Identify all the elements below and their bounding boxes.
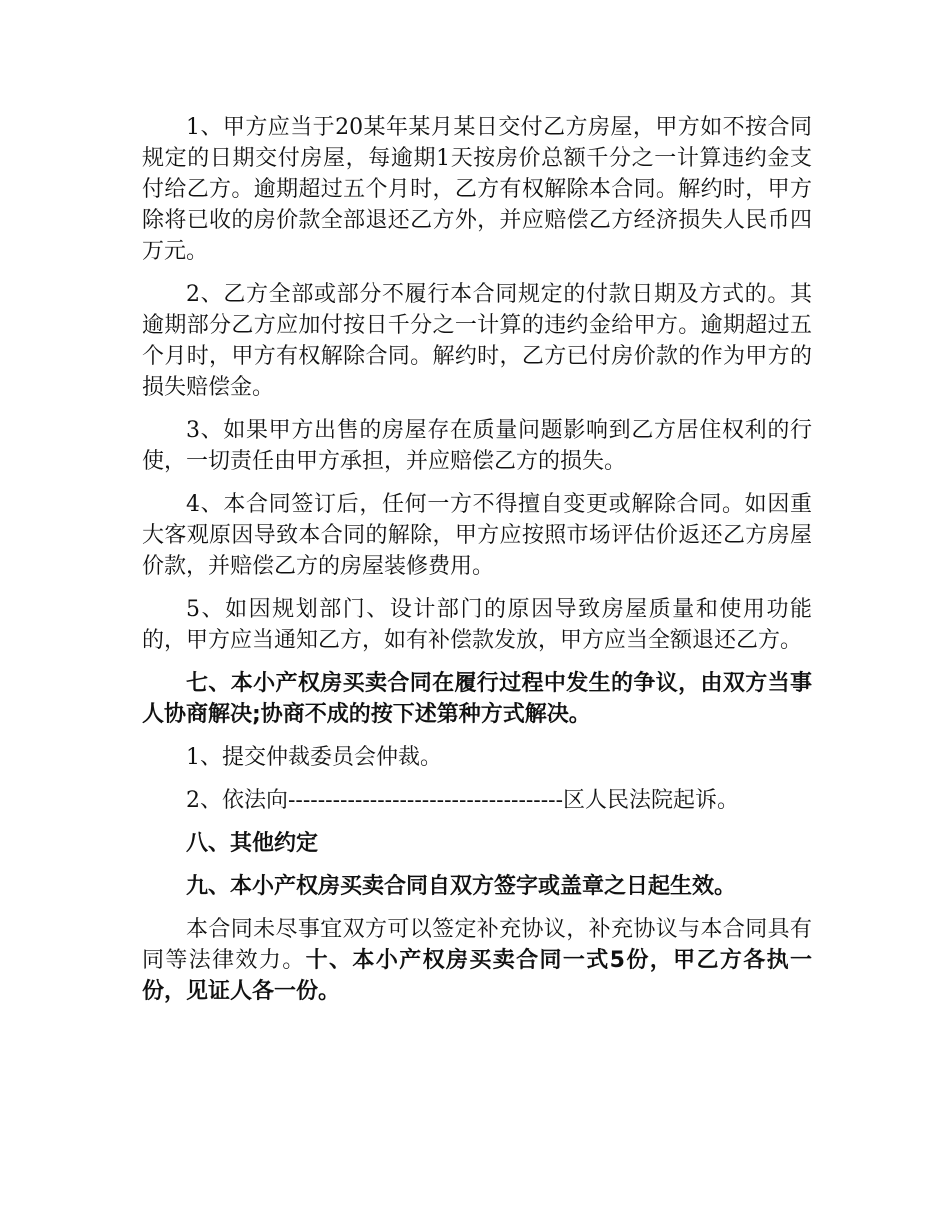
section-8-heading: 八、其他约定 <box>186 831 319 856</box>
final-paragraph <box>142 914 812 1007</box>
dispute-option-1: 1、提交仲裁委员会仲裁。 <box>186 745 442 770</box>
dispute-option-2: 2、依法向-------------------------------------区人民法院起诉。 <box>186 788 740 813</box>
final-paragraph-text: 本合同未尽事宜双方可以签定补充协议，补充协议与本合同具有同等法律效力。 <box>142 917 812 973</box>
section-9-heading: 九、本小产权房买卖合同自双方签字或盖章之日起生效。 <box>186 874 737 899</box>
document-page <box>142 112 812 1019</box>
section-7-heading: 七、本小产权房买卖合同在履行过程中发生的争议，由双方当事人协商解决;协商不成的按下述第种方式解决。 <box>142 671 812 727</box>
clause-3-paragraph: 3、如果甲方出售的房屋存在质量问题影响到乙方居住权利的行使，一切责任由甲方承担，并应赔偿乙方的损失。 <box>142 418 812 474</box>
clause-5-paragraph: 5、如因规划部门、设计部门的原因导致房屋质量和使用功能的，甲方应当通知乙方，如有补偿款发放，甲方应当全额退还乙方。 <box>142 597 812 653</box>
clause-2-paragraph: 2、乙方全部或部分不履行本合同规定的付款日期及方式的。其逾期部分乙方应加付按日千分之一计算的违约金给甲方。逾期超过五个月时，甲方有权解除合同。解约时，乙方已付房价款的作为甲方的损失赔偿金。 <box>142 282 812 400</box>
clause-4-paragraph: 4、本合同签订后，任何一方不得擅自变更或解除合同。如因重大客观原因导致本合同的解除，甲方应按照市场评估价返还乙方房屋价款，并赔偿乙方的房屋装修费用。 <box>142 492 812 579</box>
clause-1-paragraph: 1、甲方应当于20某年某月某日交付乙方房屋，甲方如不按合同规定的日期交付房屋，每逾期1天按房价总额千分之一计算违约金支付给乙方。逾期超过五个月时，乙方有权解除本合同。解约时，甲方除将已收的房价款全部退还乙方外，并应赔偿乙方经济损失人民币四万元。 <box>142 115 812 264</box>
section-10-text: 十、本小产权房买卖合同一式5份，甲乙方各执一份，见证人各一份。 <box>142 948 812 1004</box>
